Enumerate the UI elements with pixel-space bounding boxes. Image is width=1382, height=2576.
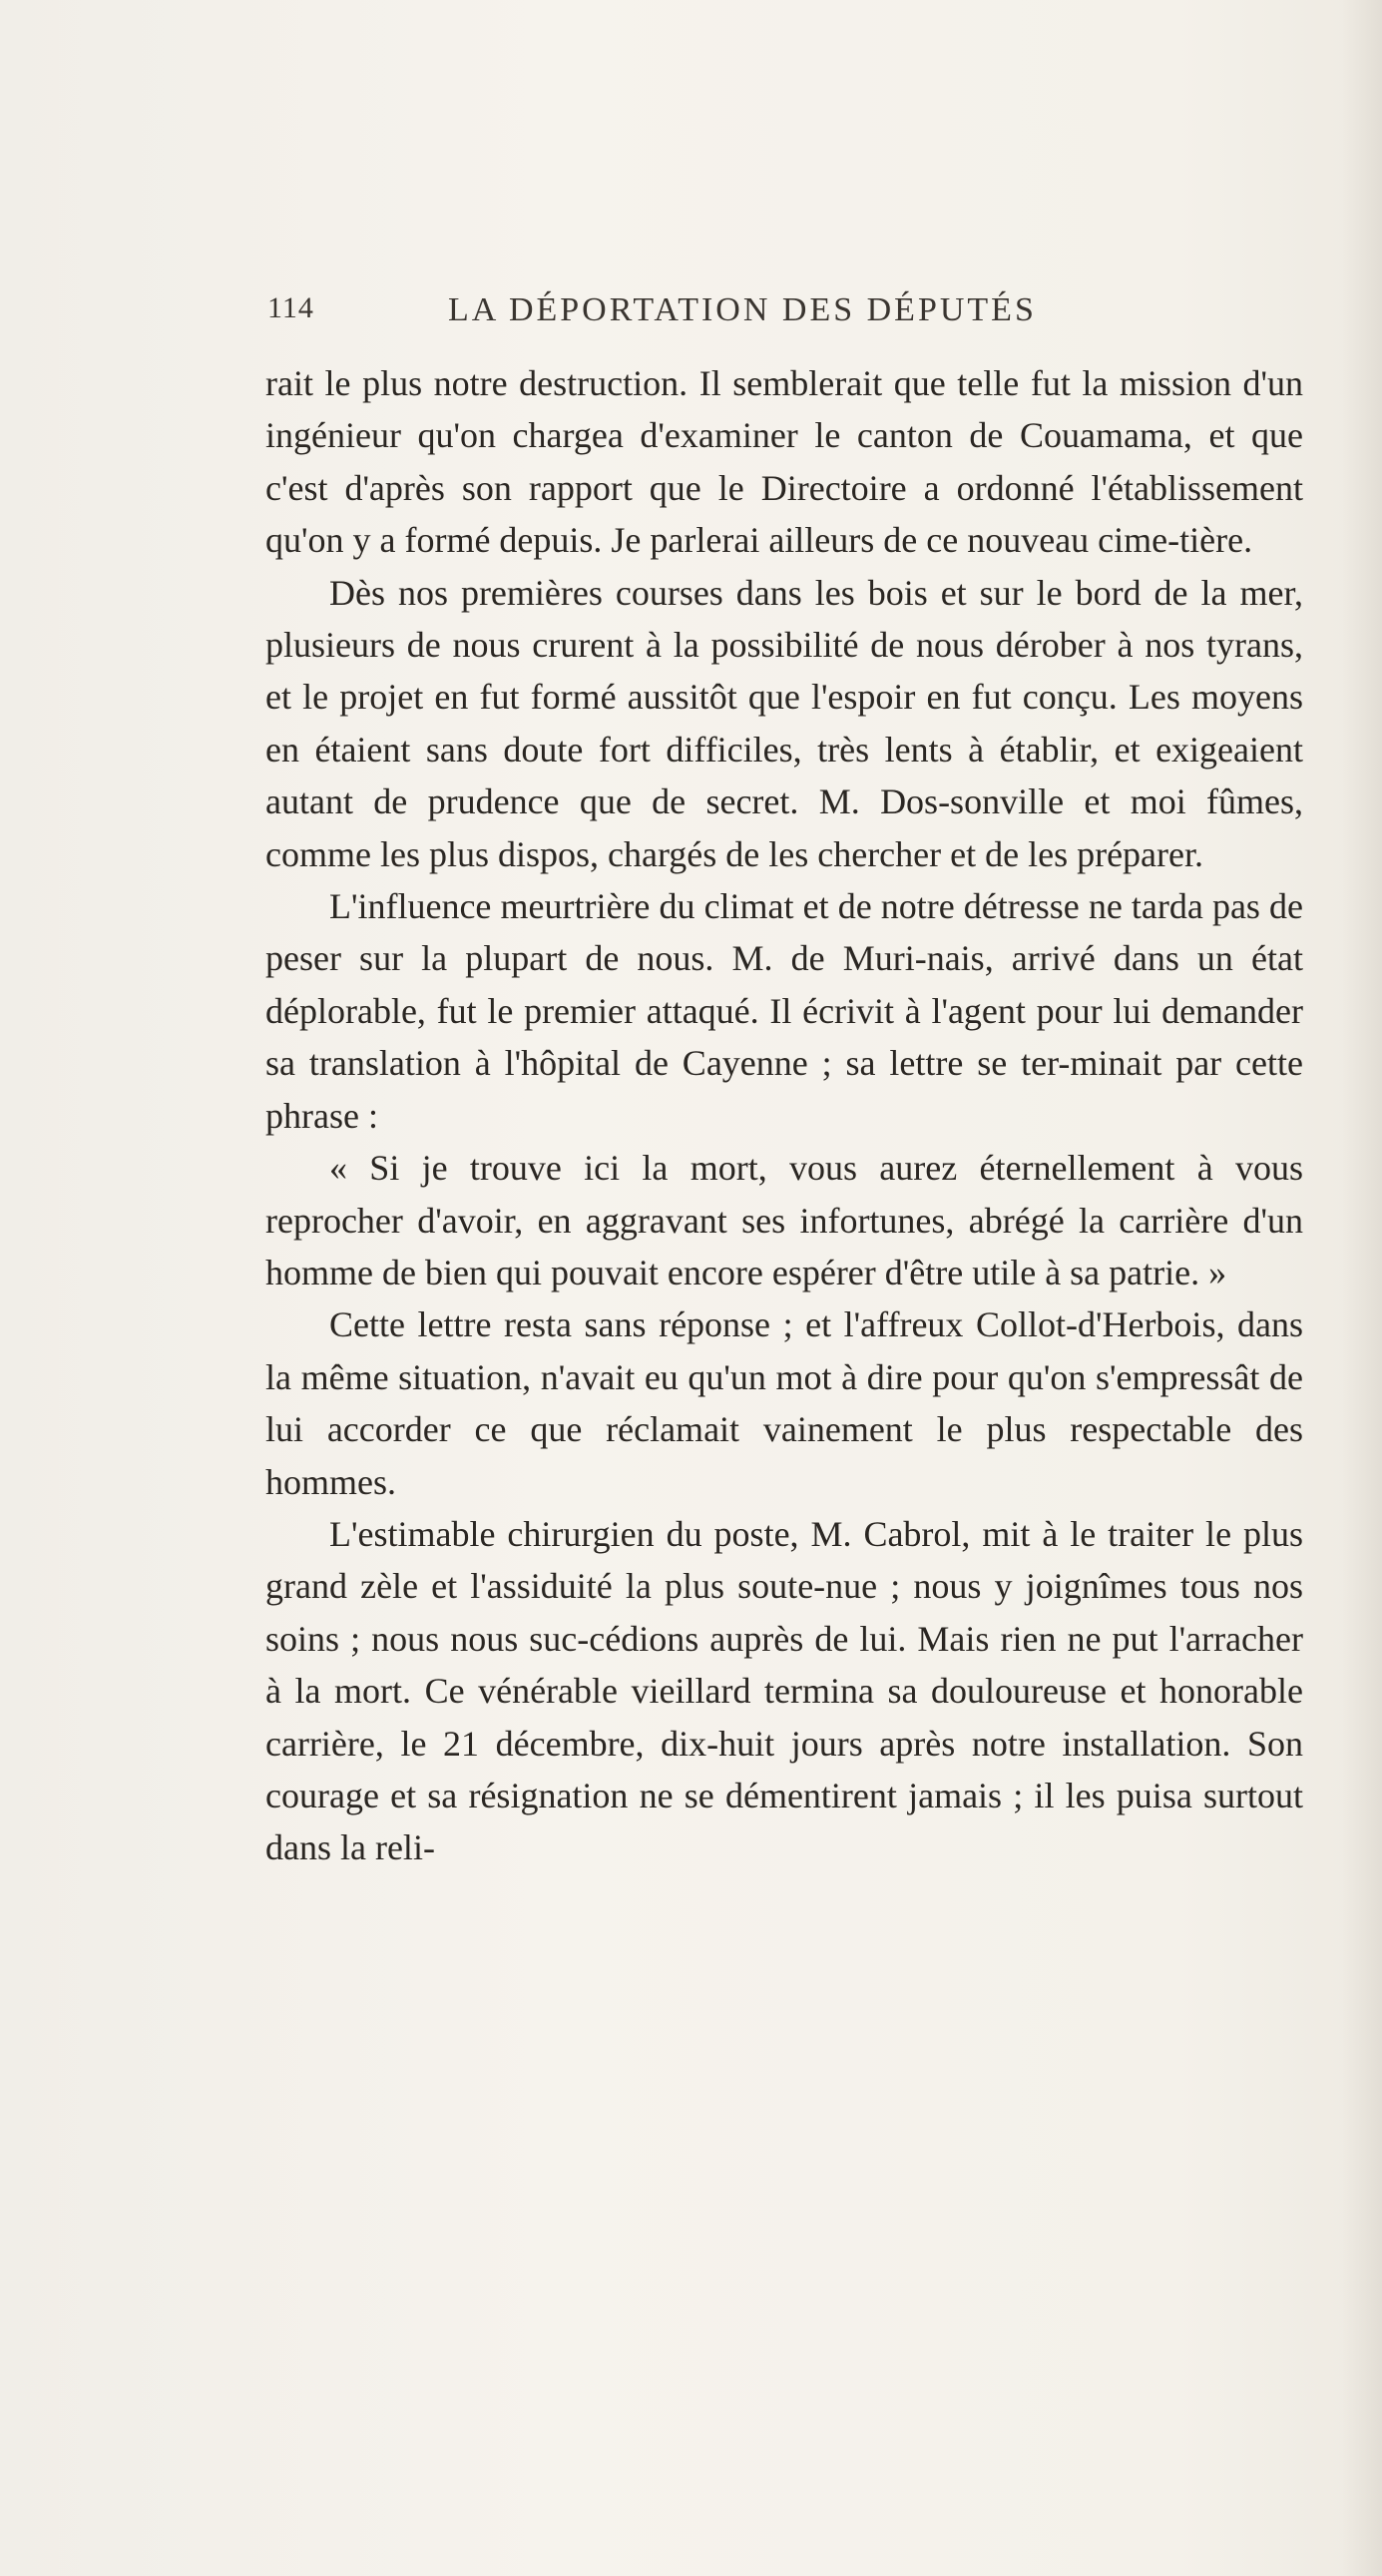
paragraph-letter-quote: « Si je trouve ici la mort, vous aurez éternellement à vous reprocher d'avoir, en aggravant ses infortunes, abrégé la carrière d'un homme de bien qui pouvait encore espérer d'être utile à sa patrie. » bbox=[265, 1148, 1303, 1292]
page-number: 114 bbox=[267, 291, 314, 324]
running-header bbox=[267, 291, 1165, 341]
page-edge-shadow bbox=[1342, 0, 1382, 2576]
paragraph-escape-plan: Dès nos premières courses dans les bois et sur le bord de la mer, plusieurs de nous crurent à la possibilité de nous dérober à nos tyrans, et le projet en fut formé aussitôt que l'espoir en fut conçu. Les moyens en étaient sans doute fort difficiles, très lents à établir, et exigeaient autant de prudence que de secret. M. Dos-sonville et moi fûmes, comme les plus dispos, chargés de les chercher et de les préparer. bbox=[265, 572, 1303, 874]
running-title: LA DÉPORTATION DES DÉPUTÉS bbox=[448, 291, 1037, 328]
paragraph-surgeon-cabrol: L'estimable chirurgien du poste, M. Cabrol, mit à le traiter le plus grand zèle et l'assiduité la plus soute-nue ; nous y joignîmes tous nos soins ; nous nous suc-cédions auprès de lui. Mais rien ne put l'arracher à la mort. Ce vénérable vieillard termina sa douloureuse et honorable carrière, le 21 décembre, dix-huit jours après notre installation. Son courage et sa résignation ne se démentirent jamais ; il les puisa surtout dans la reli- bbox=[265, 1513, 1303, 1868]
paragraph-no-response: Cette lettre resta sans réponse ; et l'affreux Collot-d'Herbois, dans la même situation, n'avait eu qu'un mot à dire pour qu'on s'empressât de lui accorder ce que réclamait vainement le plus respectable des hommes. bbox=[265, 1304, 1303, 1502]
paragraph-continuation: rait le plus notre destruction. Il semblerait que telle fut la mission d'un ingénieur qu'on chargea d'examiner le canton de Couamama, et que c'est d'après son rapport que le Directoire a ordonné l'établissement qu'on y a formé depuis. Je parlerai ailleurs de ce nouveau cime-tière. bbox=[265, 363, 1303, 561]
body-text bbox=[265, 357, 1303, 1874]
paragraph-murinais-illness: L'influence meurtrière du climat et de notre détresse ne tarda pas de peser sur la plupart de nous. M. de Muri-nais, arrivé dans un état déplorable, fut le premier attaqué. Il écrivit à l'agent pour lui demander sa translation à l'hôpital de Cayenne ; sa lettre se ter-minait par cette phrase : bbox=[265, 886, 1303, 1136]
